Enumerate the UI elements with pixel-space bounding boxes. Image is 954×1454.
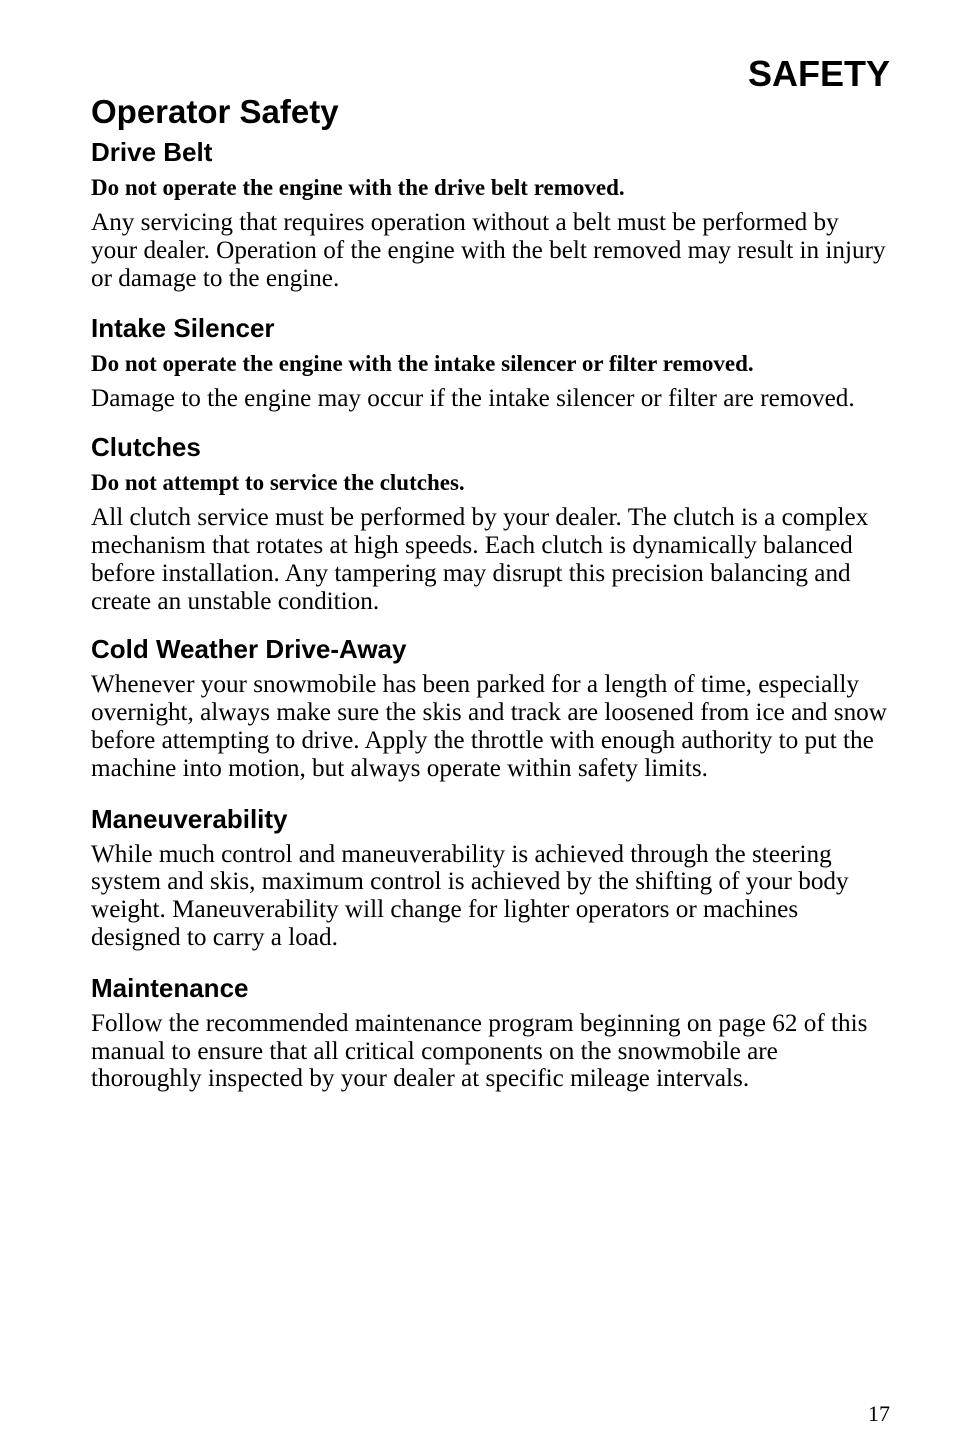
topic-heading: Maintenance	[91, 972, 249, 1003]
topic-cold-weather-drive-away	[91, 631, 891, 782]
topic-body: All clutch service must be performed by your dealer. The clutch is a complex mechanism that rotates at high speeds. Each clutch is dynamically balanced before installation. Any tampering may disrupt this precision balancing and create an unstable condition.	[91, 504, 869, 615]
topic-drive-belt	[91, 134, 891, 292]
topic-body: Whenever your snowmobile has been parked for a length of time, especially overnight, always make sure the skis and track are loosened from ice and snow before attempting to drive. Apply the throttle with enough authority to put the machine into motion, but always operate within safety limits.	[91, 671, 887, 782]
topic-maintenance	[91, 970, 891, 1093]
topic-clutches	[91, 429, 891, 615]
topic-warning: Do not operate the engine with the intake silencer or filter removed.	[91, 351, 754, 377]
chapter-title: SAFETY	[747, 53, 890, 94]
topic-heading: Drive Belt	[91, 137, 213, 167]
main-content	[91, 134, 891, 1093]
topic-heading: Intake Silencer	[91, 313, 275, 344]
topic-body: Damage to the engine may occur if the intake silencer or filter are removed.	[91, 385, 855, 413]
topic-heading: Cold Weather Drive-Away	[91, 634, 407, 665]
topic-body: While much control and maneuverability is achieved through the steering system and skis, maximum control is achieved by the shifting of your body weight. Maneuverability will change for lighter operators or machines designed to carry a load.	[91, 840, 849, 951]
topic-maneuverability	[91, 801, 891, 952]
page-number: 17	[868, 1401, 890, 1426]
topic-intake-silencer	[91, 310, 891, 413]
topic-heading: Maneuverability	[91, 803, 288, 834]
topic-warning: Do not attempt to service the clutches.	[91, 470, 465, 496]
topic-body: Any servicing that requires operation without a belt must be performed by your dealer. Operation of the engine with the belt removed may result in injury or damage to the engine.	[91, 209, 886, 292]
topic-heading: Clutches	[91, 432, 201, 463]
topic-body: Follow the recommended maintenance program beginning on page 62 of this manual to ensure that all critical components on the snowmobile are thoroughly inspected by your dealer at specific mileage intervals.	[91, 1009, 868, 1093]
topic-warning: Do not operate the engine with the drive belt removed.	[91, 175, 625, 200]
section-title: Operator Safety	[91, 93, 339, 130]
